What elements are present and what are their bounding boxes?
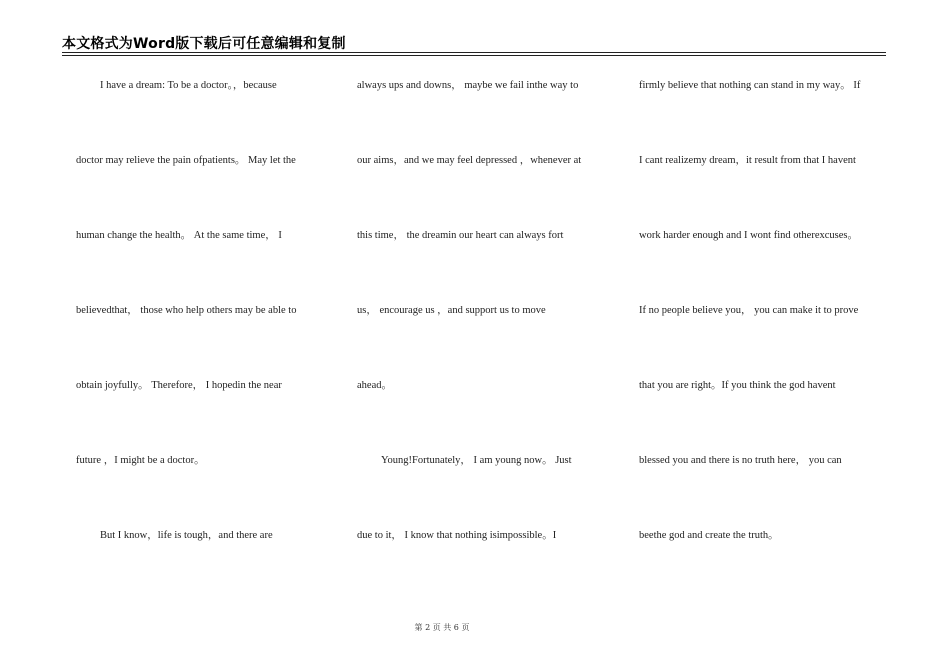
- text-line: obtain joyfully。 Therefore， I hopedin the near: [76, 380, 282, 391]
- text-column-2: [357, 79, 617, 604]
- text-line: I cant realizemy dream，it result from that I havent: [639, 155, 856, 166]
- text-line: this time， the dreamin our heart can always fort: [357, 230, 564, 241]
- text-line: I have a dream: To be a doctor。，because: [100, 80, 277, 91]
- text-line: firmly believe that nothing can stand in my way。 If: [639, 80, 861, 91]
- text-line: human change the health。 At the same time， I: [76, 230, 282, 241]
- text-line: believedthat， those who help others may be able to: [76, 305, 297, 316]
- text-line: doctor may relieve the pain ofpatients。 May let the: [76, 155, 296, 166]
- header-rule-bottom: [62, 55, 886, 56]
- text-line: work harder enough and I wont find otherexcuses。: [639, 230, 858, 241]
- text-line: blessed you and there is no truth here， you can: [639, 455, 842, 466]
- text-line: But I know，life is tough，and there are: [100, 530, 273, 541]
- page-number-footer: 第 2 页 共 6 页: [414, 623, 470, 632]
- header-rule-top: [62, 52, 886, 53]
- text-line: our aims，and we may feel depressed ，whenever at: [357, 155, 582, 166]
- text-line: that you are right。If you think the god havent: [639, 380, 836, 391]
- text-line: future ，I might be a doctor。: [76, 455, 205, 466]
- text-line: always ups and downs， maybe we fail inthe way to: [357, 80, 579, 91]
- text-column-3: [639, 79, 899, 604]
- text-line: due to it， I know that nothing isimpossible。I: [357, 530, 557, 541]
- text-column-1: [76, 79, 336, 604]
- text-line: beethe god and create the truth。: [639, 530, 779, 541]
- text-line: us， encourage us ，and support us to move: [357, 305, 546, 316]
- text-line: ahead。: [357, 380, 392, 391]
- page-header-title: 本文格式为Word版下载后可任意编辑和复制: [62, 36, 346, 52]
- text-line: Young!Fortunately， I am young now。 Just: [381, 455, 572, 466]
- text-line: If no people believe you， you can make it to prove: [639, 305, 859, 316]
